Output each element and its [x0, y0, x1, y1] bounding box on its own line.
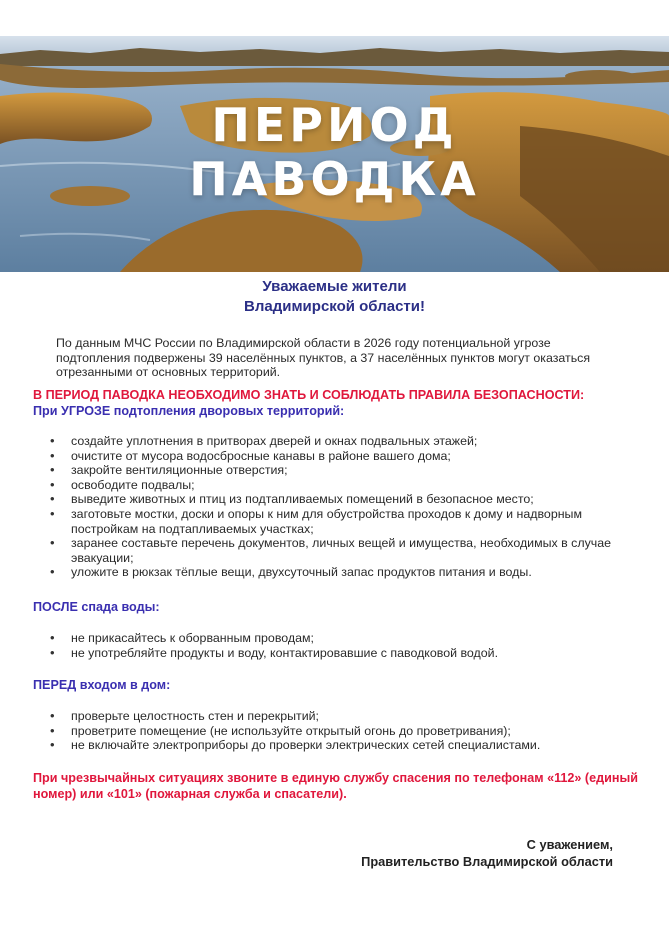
greeting-heading — [0, 277, 669, 317]
greeting-line-1: Уважаемые жители — [262, 278, 407, 295]
list-item: • проверьте целостность стен и перекрытий; — [50, 709, 640, 724]
list-item: • очистите от мусора водосбросные канавы в районе вашего дома; — [50, 449, 640, 464]
list-item: • проветрите помещение (не используйте открытый огонь до проветривания); — [50, 724, 640, 739]
list-item: • не употребляйте продукты и воду, контактировавшие с паводковой водой. — [50, 646, 640, 661]
signature-line-2: Правительство Владимирской области — [361, 854, 613, 869]
list-item: • освободите подвалы; — [50, 478, 640, 493]
list-item: • не включайте электроприборы до проверки электрических сетей специалистами. — [50, 738, 640, 753]
list-item: • не прикасайтесь к оборванным проводам; — [50, 631, 640, 646]
emergency-phones-notice: При чрезвычайных ситуациях звоните в единую службу спасения по телефонам «112» (единый номер) или «101» (пожарная служба и спасатели). — [33, 771, 638, 801]
before-entry-section-heading: ПЕРЕД входом в дом: — [33, 678, 171, 692]
safety-warning-heading: В ПЕРИОД ПАВОДКА НЕОБХОДИМО ЗНАТЬ И СОБЛЮДАТЬ ПРАВИЛА БЕЗОПАСНОСТИ: — [33, 388, 585, 402]
hero-title — [0, 98, 669, 206]
list-item: • закройте вентиляционные отверстия; — [50, 463, 640, 478]
signature-line-1: С уважением, — [526, 837, 613, 852]
after-list — [50, 631, 640, 660]
threat-list — [50, 434, 640, 580]
list-item: • заготовьте мостки, доски и опоры к ним для обустройства проходов к дому и надворным постройкам на подтапливаемых участках; — [50, 507, 640, 536]
hero-photo — [0, 36, 669, 272]
threat-section-heading: При УГРОЗЕ подтопления дворовых территорий: — [33, 404, 345, 418]
intro-paragraph: По данным МЧС России по Владимирской области в 2026 году потенциальной угрозе подтопления подвержены 39 населённых пунктов, а 37 населённых пунктов могут оказаться отрезанными от основных территорий. — [56, 336, 591, 379]
list-item: • уложите в рюкзак тёплые вещи, двухсуточный запас продуктов питания и воды. — [50, 565, 640, 580]
list-item: • выведите животных и птиц из подтапливаемых помещений в безопасное место; — [50, 492, 640, 507]
list-item: • создайте уплотнения в притворах дверей и окнах подвальных этажей; — [50, 434, 640, 449]
after-section-heading: ПОСЛЕ спада воды: — [33, 600, 160, 614]
list-item: • заранее составьте перечень документов, личных вещей и имущества, необходимых в случае эвакуации; — [50, 536, 640, 565]
before-entry-list — [50, 709, 640, 753]
signature — [361, 836, 613, 870]
hero-title-line-1: ПЕРИОД — [211, 98, 458, 152]
greeting-line-2: Владимирской области! — [244, 298, 425, 315]
hero-title-line-2: ПАВОДКА — [189, 152, 480, 206]
